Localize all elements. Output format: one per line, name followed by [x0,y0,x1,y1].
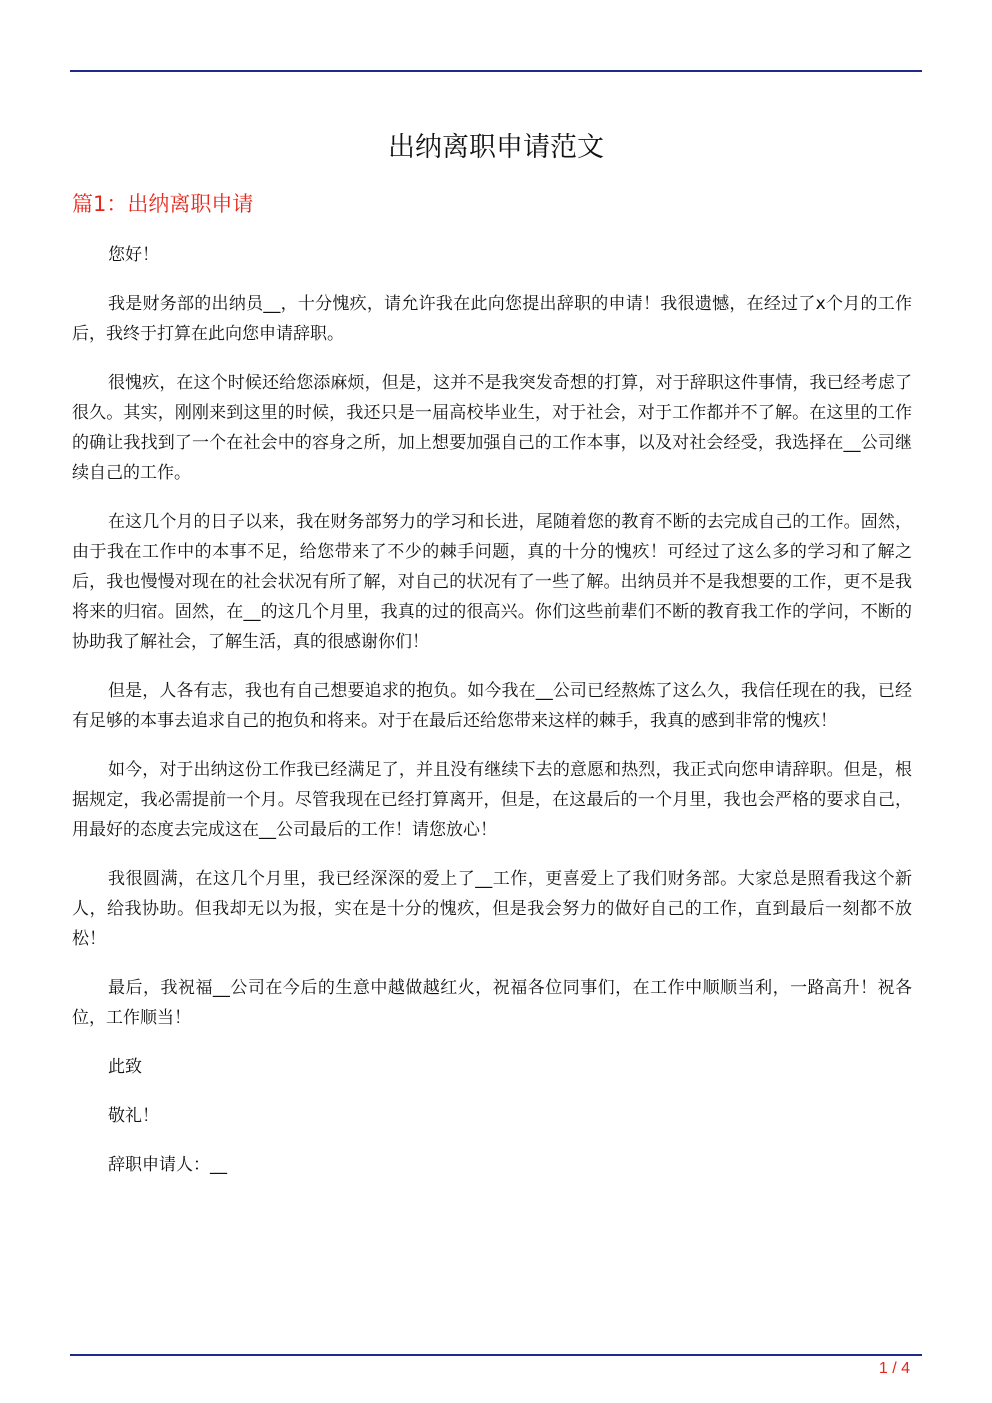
paragraph: 很愧疚，在这个时候还给您添麻烦，但是，这并不是我突发奇想的打算，对于辞职这件事情，我已经考虑了很久。其实，刚刚来到这里的时候，我还只是一届高校毕业生，对于社会，对于工作都并不了解。在这里的工作的确让我找到了一个在社会中的容身之所，加上想要加强自己的工作本事，以及对社会经受，我选择在__公司继续自己的工作。 [72,373,912,483]
paragraph: 我是财务部的出纳员__，十分愧疚，请允许我在此向您提出辞职的申请！我很遗憾，在经过了x个月的工作后，我终于打算在此向您申请辞职。 [72,294,912,344]
page-title: 出纳离职申请范文 [388,132,604,163]
closing-salutation: 此致 [108,1057,142,1077]
page-number: 1 / 4 [878,1360,910,1377]
header-rule [70,70,922,72]
paragraph-greeting: 您好！ [108,245,159,265]
signature-line: 辞职申请人：__ [108,1155,227,1175]
closing-regards: 敬礼！ [108,1106,159,1126]
paragraph: 在这几个月的日子以来，我在财务部努力的学习和长进，尾随着您的教育不断的去完成自己的工作。固然，由于我在工作中的本事不足，给您带来了不少的棘手问题，真的十分的愧疚！可经过了这么多的学习和了解之后，我也慢慢对现在的社会状况有所了解，对自己的状况有了一些了解。出纳员并不是我想要的工作，更不是我将来的归宿。固然，在__的这几个月里，我真的过的很高兴。你们这些前辈们不断的教育我工作的学问，不断的协助我了解社会，了解生活，真的很感谢你们！ [72,512,912,652]
footer-rule [70,1354,922,1356]
paragraph: 但是，人各有志，我也有自己想要追求的抱负。如今我在__公司已经熬炼了这么久，我信任现在的我，已经有足够的本事去追求自己的抱负和将来。对于在最后还给您带来这样的棘手，我真的感到非常的愧疚！ [72,681,912,731]
section-heading: 篇1：出纳离职申请 [72,192,254,216]
document-body [72,240,912,1199]
paragraph: 我很圆满，在这几个月里，我已经深深的爱上了__工作，更喜爱上了我们财务部。大家总是照看我这个新人，给我协助。但我却无以为报，实在是十分的愧疚，但是我会努力的做好自己的工作，直到最后一刻都不放松！ [72,869,912,949]
paragraph: 如今，对于出纳这份工作我已经满足了，并且没有继续下去的意愿和热烈，我正式向您申请辞职。但是，根据规定，我必需提前一个月。尽管我现在已经打算离开，但是，在这最后的一个月里，我也会严格的要求自己，用最好的态度去完成这在__公司最后的工作！请您放心！ [72,760,912,840]
paragraph: 最后，我祝福__公司在今后的生意中越做越红火，祝福各位同事们，在工作中顺顺当利，一路高升！祝各位，工作顺当！ [72,978,912,1028]
